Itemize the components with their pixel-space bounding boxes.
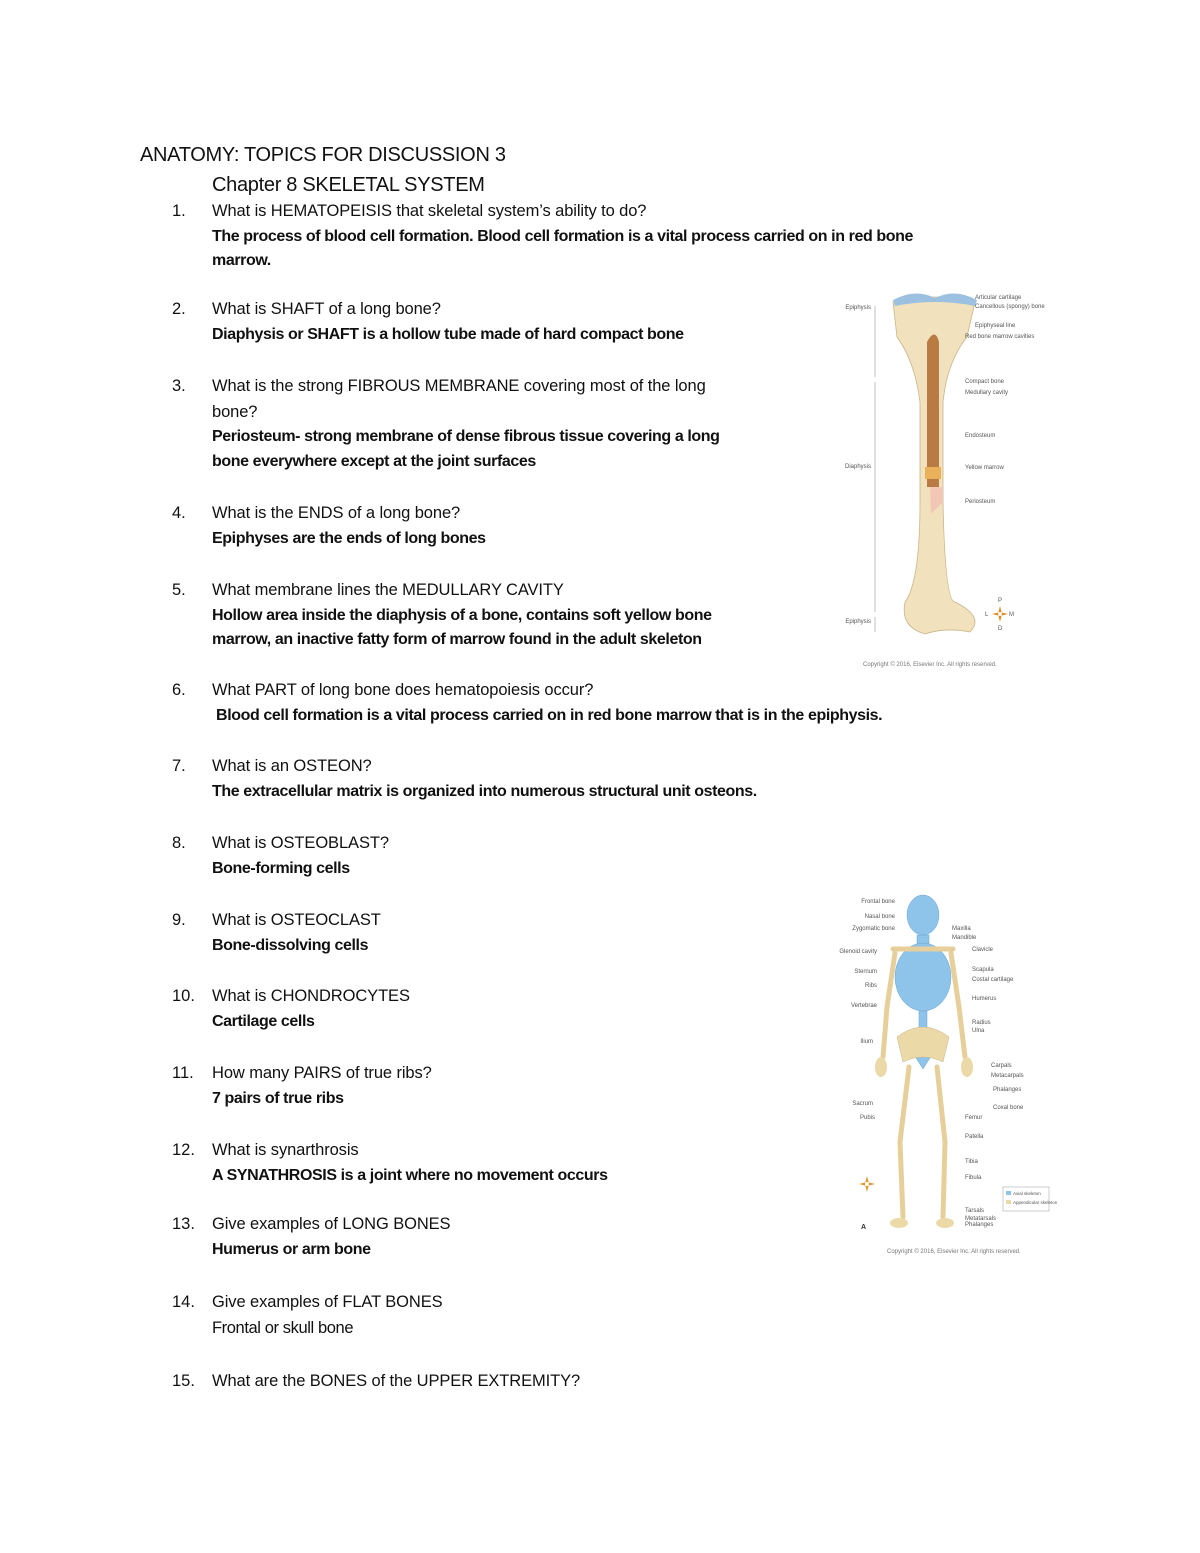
answer-text: marrow. [212,252,271,269]
answer-text: Humerus or arm bone [212,1240,371,1258]
question-number: 6. [172,681,186,699]
question-text: What is synarthrosis [212,1141,359,1159]
answer-text: Hollow area inside the diaphysis of a bone, contains soft yellow bone [212,606,712,624]
figure-label: Coxal bone [993,1105,1024,1111]
question-number: 14. [172,1293,195,1311]
figure-label: Fibula [965,1175,982,1181]
question-text: What is CHONDROCYTES [212,987,410,1005]
skeleton-figure-copyright: Copyright © 2016, Elsevier Inc. All rights reserved. [887,1249,1021,1255]
figure-label: Sacrum [852,1101,873,1107]
figure-label: Patella [965,1134,984,1140]
question-text: bone? [212,402,258,421]
figure-label: Phalanges [965,1222,994,1228]
figure-label: Articular cartilage [975,295,1022,301]
answer-text: Frontal or skull bone [212,1318,354,1337]
answer-text: marrow, an inactive fatty form of marrow found in the adult skeleton [212,631,702,648]
answer-text: Blood cell formation is a vital process carried on in red bone marrow that is in the epiphysis. [212,706,883,724]
figure-label: Costal cartilage [972,977,1014,983]
figure-label: Vertebrae [850,1003,877,1009]
answer-text: 7 pairs of true ribs [212,1089,344,1107]
figure-label: Periosteum [965,499,996,505]
figure-label: Frontal bone [861,899,895,905]
panel-label: A [861,1224,867,1231]
figure-label: Compact bone [965,379,1005,385]
question-text: What is the strong FIBROUS MEMBRANE covering most of the long [212,377,706,395]
answer-text: Epiphyses are the ends of long bones [212,529,486,547]
answer-text: Bone-dissolving cells [212,936,369,954]
answer-text: The extracellular matrix is organized into numerous structural unit osteons. [212,782,757,800]
answer-text: Periosteum- strong membrane of dense fibrous tissue covering a long [212,428,720,445]
question-number: 10. [172,987,195,1005]
answer-text: Cartilage cells [212,1012,315,1030]
question-text: What membrane lines the MEDULLARY CAVITY [212,581,564,599]
question-text: What is an OSTEON? [212,757,372,775]
figure-label: Ilium [860,1039,873,1045]
figure-label: D [998,626,1003,632]
question-text: What is the ENDS of a long bone? [212,504,461,522]
figure-label: Maxilla [952,926,971,932]
figure-label: Pubis [859,1115,875,1121]
figure-label: Metacarpals [991,1073,1024,1079]
long-bone-figure [835,282,1055,672]
figure-label: Scapula [972,967,994,973]
question-text: How many PAIRS of true ribs? [212,1064,432,1082]
question-number: 4. [172,504,186,522]
figure-label: P [998,598,1003,604]
question-number: 11. [172,1064,194,1082]
question-text: What is SHAFT of a long bone? [212,300,441,318]
question-number: 7. [172,757,186,775]
question-text: What are the BONES of the UPPER EXTREMITY? [212,1372,581,1390]
figure-label: Ribs [864,983,877,989]
question-number: 12. [172,1141,195,1159]
question-text: Give examples of LONG BONES [212,1215,451,1233]
figure-label: Epiphyseal line [975,323,1016,329]
figure-label: Zygomatic bone [852,926,895,932]
skeleton-figure [839,887,1060,1262]
document-title: ANATOMY: TOPICS FOR DISCUSSION 3 [140,144,506,166]
answer-text: Bone-forming cells [212,859,350,877]
figure-label: Nasal bone [864,914,895,920]
figure-label: Red bone marrow cavities [965,334,1035,340]
question-number: 15. [172,1372,195,1390]
figure-label: Ulna [972,1028,985,1034]
compass-icon [859,1176,875,1192]
question-number: 2. [172,300,186,318]
question-text: What is OSTEOCLAST [212,911,381,929]
question-text: What is HEMATOPEISIS that skeletal system’s ability to do? [212,202,647,220]
figure-label: Medullary cavity [965,390,1009,396]
figure-label: L [985,612,989,618]
figure-label: Radius [972,1020,991,1026]
question-number: 13. [172,1215,195,1233]
skeleton-legend [1003,1187,1058,1211]
figure-label: Clavicle [972,947,994,953]
answer-text: Diaphysis or SHAFT is a hollow tube made of hard compact bone [212,325,684,343]
figure-label: Endosteum [965,433,996,439]
figure-label: Tarsals [965,1208,985,1214]
figure-label: Epiphysis [845,619,871,625]
figure-label: Carpals [991,1063,1012,1069]
question-number: 1. [172,202,186,220]
figure-label: Tibia [965,1159,978,1165]
figure-label: Humerus [972,996,997,1002]
figure-label: Glenoid cavity [839,949,877,955]
question-number: 8. [172,834,186,852]
figure-label: Femur [965,1115,983,1121]
answer-text: bone everywhere except at the joint surfaces [212,452,536,470]
figure-label: Cancellous (spongy) bone [975,304,1045,310]
question-number: 5. [172,581,186,599]
answer-text: The process of blood cell formation. Blood cell formation is a vital process carried on in red bone [212,227,913,245]
legend-appendicular: Appendicular skeleton [1013,1200,1058,1205]
figure-label: Metatarsals [965,1216,997,1222]
figure-label: Yellow marrow [965,465,1004,471]
figure-label: Mandible [952,935,977,941]
question-text: What is OSTEOBLAST? [212,834,389,852]
question-number: 3. [172,377,186,395]
figure-label: Sternum [854,969,877,975]
figure-label: Diaphysis [844,464,871,470]
answer-text: A SYNATHROSIS is a joint where no movement occurs [212,1166,608,1184]
bone-figure-copyright: Copyright © 2016, Elsevier Inc. All rights reserved. [863,662,997,668]
question-number: 9. [172,911,186,929]
figure-label: M [1009,612,1014,618]
legend-axial: Axial skeleton [1013,1191,1041,1196]
figure-label: Phalanges [993,1087,1022,1093]
figure-label: Epiphysis [845,305,871,311]
chapter-heading: Chapter 8 SKELETAL SYSTEM [212,174,485,196]
question-text: Give examples of FLAT BONES [212,1293,443,1311]
compass-icon [992,606,1008,622]
question-text: What PART of long bone does hematopoiesis occur? [212,681,594,699]
